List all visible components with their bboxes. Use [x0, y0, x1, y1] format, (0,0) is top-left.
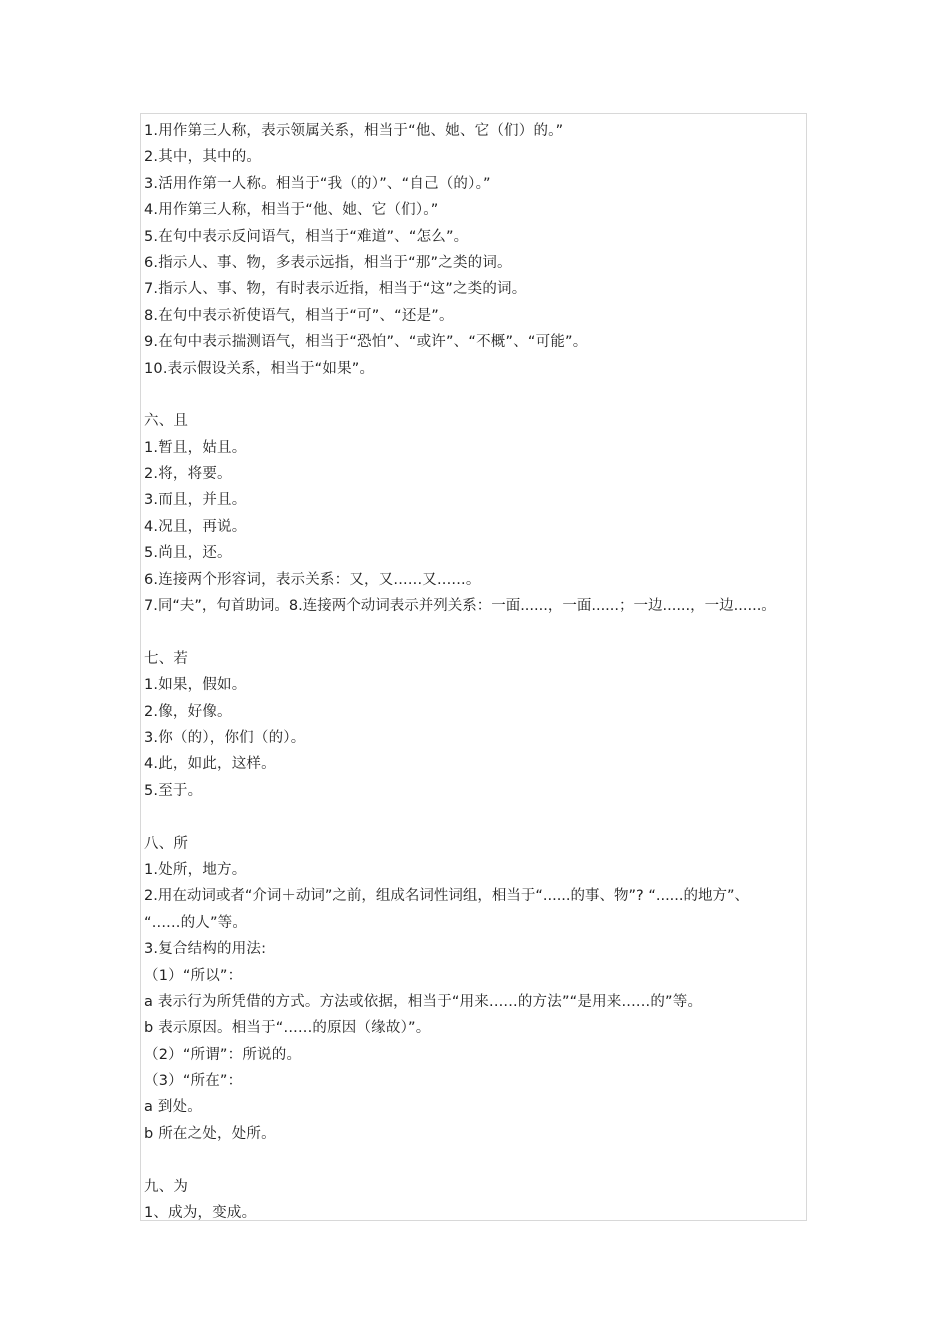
- text-line: 9.在句中表示揣测语气，相当于“恐怕”、“或许”、“不概”、“可能”。: [144, 334, 588, 351]
- text-line: 5.尚且，还。: [144, 545, 232, 562]
- text-line: 5.至于。: [144, 782, 203, 799]
- text-line: b 所在之处，处所。: [144, 1125, 276, 1142]
- text-line: 10.表示假设关系，相当于“如果”。: [144, 360, 375, 377]
- text-line: 4.此，如此，这样。: [144, 756, 276, 773]
- text-line: 2.用在动词或者“介词＋动词”之前，组成名词性词组，相当于“......的事、物”? “......的地方”、: [144, 888, 750, 905]
- section-heading: 六、且: [144, 413, 189, 430]
- text-line: （2）“所谓”：所说的。: [144, 1046, 302, 1063]
- blank-line: [144, 804, 812, 830]
- text-line: 2.其中，其中的。: [144, 149, 262, 166]
- text-line: 3.复合结构的用法:: [144, 941, 267, 958]
- document-body: [144, 118, 812, 1226]
- text-line: 1.处所，地方。: [144, 861, 247, 878]
- text-line: 6.指示人、事、物，多表示远指，相当于“那”之类的词。: [144, 254, 512, 271]
- text-line: 2.将，将要。: [144, 466, 232, 483]
- text-line: 2.像，好像。: [144, 703, 232, 720]
- text-line: （3）“所在”：: [144, 1073, 243, 1090]
- blank-line: [144, 1147, 812, 1173]
- text-line: 3.你（的），你们（的）。: [144, 729, 306, 746]
- text-line: 3.而且，并且。: [144, 492, 247, 509]
- text-line: 1.用作第三人称，表示领属关系，相当于“他、她、它（们）的。”: [144, 123, 564, 139]
- section-heading: 九、为: [144, 1178, 189, 1195]
- text-line: a 到处。: [144, 1099, 202, 1116]
- text-line: a 表示行为所凭借的方式。方法或依据，相当于“用来......的方法”“是用来......的”等。: [144, 993, 703, 1010]
- text-line: 1.暂且，姑且。: [144, 439, 247, 456]
- blank-line: [144, 382, 812, 408]
- text-line: b 表示原因。相当于“......的原因（缘故）”。: [144, 1020, 431, 1037]
- text-line: 4.用作第三人称，相当于“他、她、它（们）。”: [144, 202, 439, 219]
- text-line: （1）“所以”：: [144, 967, 243, 984]
- section-heading: 八、所: [144, 835, 189, 852]
- text-line: “......的人”等。: [144, 914, 248, 931]
- text-line: 7.同“夫”，句首助词。8.连接两个动词表示并列关系：一面......，一面......；一边......，一边......。: [144, 598, 776, 615]
- text-line: 1.如果，假如。: [144, 677, 247, 694]
- blank-line: [144, 619, 812, 645]
- text-line: 1、成为，变成。: [144, 1205, 257, 1222]
- text-line: 5.在句中表示反问语气，相当于“难道”、“怎么”。: [144, 228, 469, 245]
- text-line: 6.连接两个形容词，表示关系：又，又......又......。: [144, 571, 481, 588]
- text-line: 8.在句中表示祈使语气，相当于“可”、“还是”。: [144, 307, 454, 324]
- section-heading: 七、若: [144, 650, 189, 667]
- text-line: 4.况且，再说。: [144, 518, 247, 535]
- text-line: 3.活用作第一人称。相当于“我（的）”、“自己（的）。”: [144, 175, 491, 192]
- text-line: 7.指示人、事、物，有时表示近指，相当于“这”之类的词。: [144, 281, 527, 298]
